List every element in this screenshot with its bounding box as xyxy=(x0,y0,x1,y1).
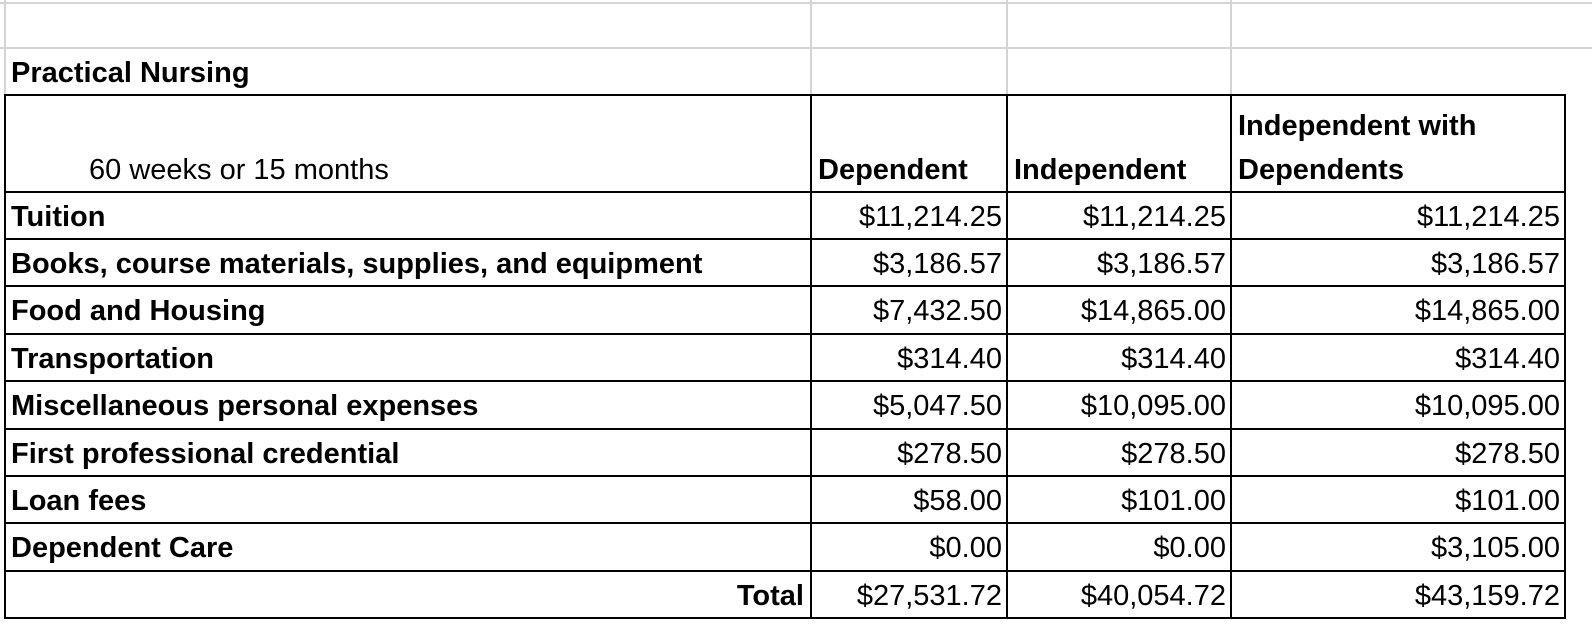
value-cell: $10,095.00 xyxy=(1080,390,1226,422)
table-border xyxy=(4,333,1566,335)
gridline xyxy=(0,47,1592,49)
value-cell: $314.40 xyxy=(1121,343,1226,375)
row-label-loan-fees: Loan fees xyxy=(11,485,147,517)
column-header-independent-with-dependents-line1: Independent with xyxy=(1238,110,1477,142)
value-cell: $278.50 xyxy=(1121,438,1226,470)
value-cell: $3,186.57 xyxy=(872,248,1002,280)
value-cell: $0.00 xyxy=(929,532,1002,564)
table-border xyxy=(4,380,1566,382)
program-title: Practical Nursing xyxy=(11,57,250,89)
gridline xyxy=(1230,0,1232,96)
table-border xyxy=(4,570,1566,572)
table-border xyxy=(4,191,1566,193)
table-border xyxy=(4,238,1566,240)
row-label-books: Books, course materials, supplies, and equipment xyxy=(11,248,703,280)
table-border xyxy=(4,285,1566,287)
column-header-independent-with-dependents-line2: Dependents xyxy=(1238,154,1404,186)
table-border xyxy=(1564,94,1566,619)
value-cell: $7,432.50 xyxy=(872,295,1002,327)
row-label-miscellaneous: Miscellaneous personal expenses xyxy=(11,390,479,422)
value-cell: $101.00 xyxy=(1121,485,1226,517)
table-border xyxy=(4,475,1566,477)
value-cell: $101.00 xyxy=(1455,485,1560,517)
table-border xyxy=(4,94,6,619)
total-cell: $43,159.72 xyxy=(1414,580,1560,612)
duration-label: 60 weeks or 15 months xyxy=(89,154,389,186)
table-border xyxy=(4,94,1566,96)
table-border xyxy=(4,617,1566,619)
value-cell: $58.00 xyxy=(913,485,1002,517)
table-border xyxy=(4,522,1566,524)
total-label: Total xyxy=(736,580,804,612)
value-cell: $3,105.00 xyxy=(1430,532,1560,564)
row-label-credential: First professional credential xyxy=(11,438,400,470)
value-cell: $14,865.00 xyxy=(1080,295,1226,327)
row-label-food-housing: Food and Housing xyxy=(11,295,266,327)
value-cell: $0.00 xyxy=(1153,532,1226,564)
value-cell: $11,214.25 xyxy=(859,201,1002,233)
value-cell: $10,095.00 xyxy=(1414,390,1560,422)
value-cell: $3,186.57 xyxy=(1430,248,1560,280)
value-cell: $11,214.25 xyxy=(1083,201,1226,233)
value-cell: $11,214.25 xyxy=(1417,201,1560,233)
total-cell: $40,054.72 xyxy=(1080,580,1226,612)
value-cell: $3,186.57 xyxy=(1096,248,1226,280)
row-label-dependent-care: Dependent Care xyxy=(11,532,234,564)
value-cell: $314.40 xyxy=(897,343,1002,375)
total-cell: $27,531.72 xyxy=(856,580,1002,612)
row-label-transportation: Transportation xyxy=(11,343,215,375)
gridline xyxy=(1006,0,1008,96)
gridline xyxy=(810,0,812,96)
table-border xyxy=(4,428,1566,430)
column-header-independent: Independent xyxy=(1014,154,1187,186)
value-cell: $14,865.00 xyxy=(1414,295,1560,327)
value-cell: $314.40 xyxy=(1455,343,1560,375)
value-cell: $278.50 xyxy=(897,438,1002,470)
row-label-tuition: Tuition xyxy=(11,201,106,233)
value-cell: $5,047.50 xyxy=(872,390,1002,422)
value-cell: $278.50 xyxy=(1455,438,1560,470)
gridline xyxy=(4,0,6,96)
column-header-dependent: Dependent xyxy=(818,154,968,186)
gridline xyxy=(0,2,1592,4)
